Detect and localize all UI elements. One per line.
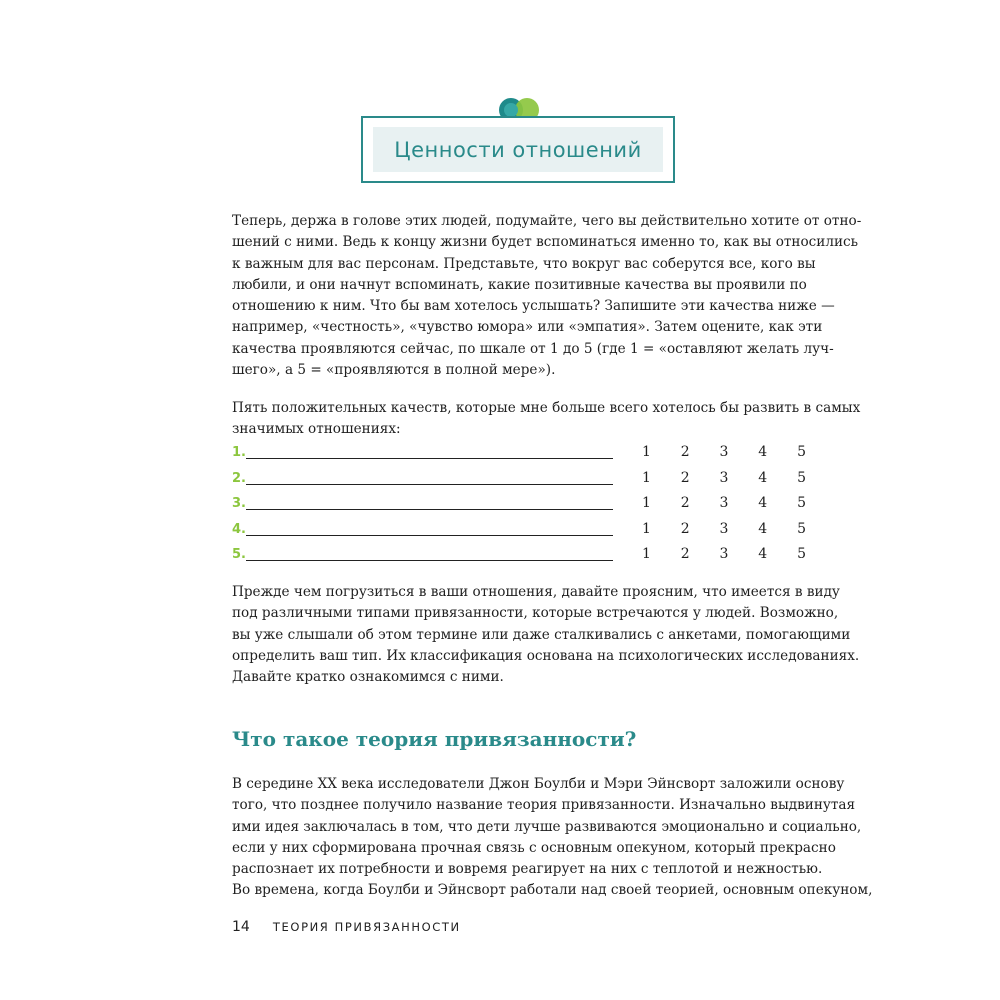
write-in-line[interactable] xyxy=(246,560,613,561)
rating-option[interactable]: 4 xyxy=(758,546,768,562)
text-line: Пять положительных качеств, которые мне больше всего хотелось бы развить в самых xyxy=(232,400,861,416)
rating-option[interactable]: 1 xyxy=(642,495,651,511)
text-line: ими идея заключалась в том, что дети лучше развиваются эмоционально и социально, xyxy=(232,818,862,835)
rating-option[interactable]: 5 xyxy=(797,546,806,562)
rating-option[interactable]: 1 xyxy=(642,469,651,486)
item-number: 5. xyxy=(232,547,246,562)
rating-option[interactable]: 2 xyxy=(680,495,690,511)
list-prompt xyxy=(232,398,861,441)
write-in-line[interactable] xyxy=(246,535,613,536)
list-item xyxy=(232,520,806,546)
text-line: Прежде чем погрузиться в ваши отношения, давайте проясним, что имеется в виду xyxy=(232,584,840,600)
theory-paragraph xyxy=(232,774,873,902)
rating-option[interactable]: 4 xyxy=(758,444,768,460)
rating-option[interactable]: 1 xyxy=(642,520,651,537)
rating-scale xyxy=(642,470,806,486)
page-title: Ценности отношений xyxy=(394,137,642,162)
rating-option[interactable]: 5 xyxy=(797,444,806,460)
text-line: отношению к ним. Что бы вам хотелось услышать? Запишите эти качества ниже — xyxy=(232,298,835,315)
rating-option[interactable]: 4 xyxy=(758,495,768,511)
text-line: если у них сформирована прочная связь с основным опекуном, который прекрасно xyxy=(232,839,836,856)
text-line: значимых отношениях: xyxy=(232,421,401,438)
item-number: 4. xyxy=(232,521,246,537)
section-title-block xyxy=(361,98,677,186)
text-line: к важным для вас персонам. Представьте, что вокруг вас соберутся все, кого вы xyxy=(232,255,816,272)
item-number: 2. xyxy=(232,470,246,486)
text-line: шений с ними. Ведь к концу жизни будет вспоминаться именно то, как вы относились xyxy=(232,234,859,251)
rating-option[interactable]: 3 xyxy=(719,495,729,511)
text-line: качества проявляются сейчас, по шкале от 1 до 5 (где 1 = «оставляют желать луч- xyxy=(232,340,834,357)
write-in-line[interactable] xyxy=(246,484,613,485)
text-line: шего», а 5 = «проявляются в полной мере»). xyxy=(232,362,556,379)
rating-option[interactable]: 3 xyxy=(719,520,729,537)
write-in-line[interactable] xyxy=(246,458,613,459)
text-line: того, что позднее получило название теория привязанности. Изначально выдвинутая xyxy=(232,797,856,814)
rating-scale xyxy=(642,546,806,562)
text-line: определить ваш тип. Их классификация основана на психологических исследованиях. xyxy=(232,647,860,664)
rating-scale xyxy=(642,444,806,460)
rating-option[interactable]: 3 xyxy=(719,469,729,486)
text-line: любили, и они начнут вспоминать, какие позитивные качества вы проявили по xyxy=(232,276,807,293)
rating-option[interactable]: 3 xyxy=(719,546,729,562)
text-line: например, «честность», «чувство юмора» или «эмпатия». Затем оцените, как эти xyxy=(232,319,823,336)
text-line: вы уже слышали об этом термине или даже сталкивались с анкетами, помогающими xyxy=(232,626,851,643)
page-footer xyxy=(232,916,461,935)
text-line: В середине XX века исследователи Джон Боулби и Мэри Эйнсворт заложили основу xyxy=(232,776,845,792)
list-item xyxy=(232,443,806,469)
rating-option[interactable]: 5 xyxy=(797,495,806,511)
attachment-intro-paragraph xyxy=(232,582,860,688)
title-frame xyxy=(361,116,675,183)
rating-option[interactable]: 1 xyxy=(642,444,651,460)
intro-paragraph xyxy=(232,211,862,381)
running-title: ТЕОРИЯ ПРИВЯЗАННОСТИ xyxy=(272,920,461,934)
rating-option[interactable]: 5 xyxy=(797,520,806,537)
list-item xyxy=(232,494,806,520)
rating-option[interactable]: 2 xyxy=(680,520,690,537)
rating-option[interactable]: 3 xyxy=(719,444,729,460)
rating-option[interactable]: 2 xyxy=(680,546,690,562)
qualities-list xyxy=(232,443,806,571)
rating-option[interactable]: 1 xyxy=(642,546,651,562)
list-item xyxy=(232,469,806,495)
text-line: Давайте кратко ознакомимся с ними. xyxy=(232,669,504,686)
text-line: под различными типами привязанности, которые встречаются у людей. Возможно, xyxy=(232,605,839,622)
text-line: Теперь, держа в голове этих людей, подумайте, чего вы действительно хотите от отно- xyxy=(232,213,862,229)
section-heading: Что такое теория привязанности? xyxy=(232,727,637,751)
rating-option[interactable]: 4 xyxy=(758,469,768,486)
rating-option[interactable]: 2 xyxy=(680,444,690,460)
text-line: распознает их потребности и вовремя реагирует на них с теплотой и нежностью. xyxy=(232,861,823,878)
rating-scale xyxy=(642,521,806,537)
text-line: Во времена, когда Боулби и Эйнсворт работали над своей теорией, основным опекуном, xyxy=(232,882,873,899)
rating-option[interactable]: 2 xyxy=(680,469,690,486)
rating-option[interactable]: 5 xyxy=(797,469,806,486)
write-in-line[interactable] xyxy=(246,509,613,510)
item-number: 3. xyxy=(232,496,246,511)
item-number: 1. xyxy=(232,445,246,460)
page-number: 14 xyxy=(232,919,250,935)
rating-option[interactable]: 4 xyxy=(758,520,768,537)
list-item xyxy=(232,545,806,571)
rating-scale xyxy=(642,495,806,511)
